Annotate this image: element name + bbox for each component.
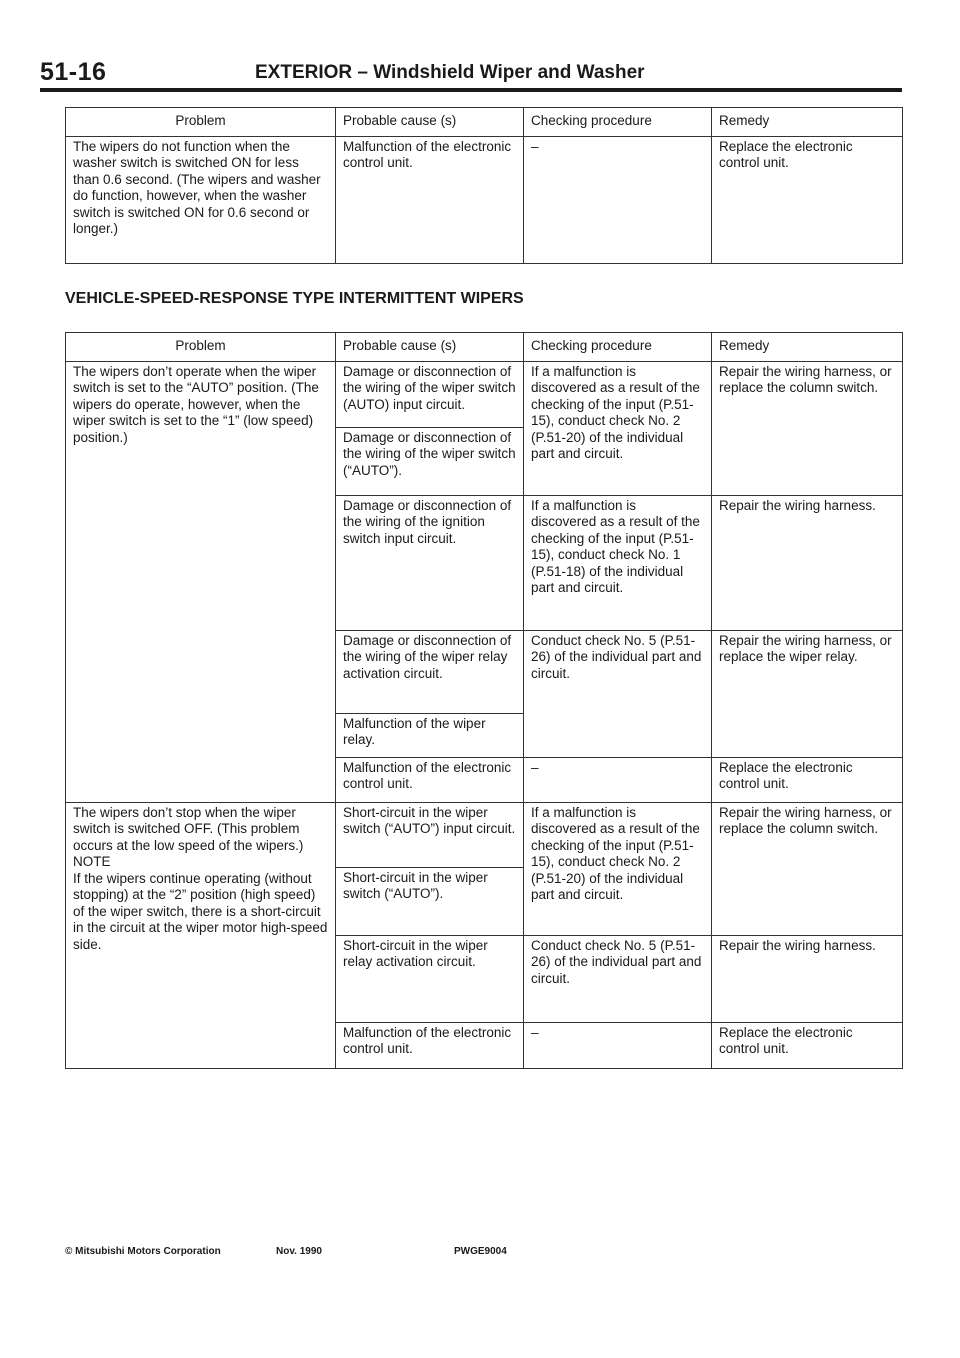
remedy-cell: Repair the wiring harness, or replace the column switch. (712, 361, 903, 495)
note-label: NOTE (73, 854, 111, 869)
problem-cell (66, 802, 336, 1068)
cause-cell: Malfunction of the wiper relay. (336, 713, 524, 757)
cause-cell: Malfunction of the electronic control unit. (336, 1022, 524, 1068)
problem-cell: The wipers do not function when the washer switch is switched ON for less than 0.6 second. (The wipers and washer do function, however, when the washer switch is switched ON for 0.6 second or longer.) (66, 136, 336, 263)
cause-cell: Damage or disconnection of the wiring of the wiper switch (“AUTO”). (336, 427, 524, 495)
header-problem: Problem (66, 333, 336, 362)
problem-cell: The wipers don’t operate when the wiper switch is set to the “AUTO” position. (The wipers do operate, however, when the wiper switch is set to the “1” (low speed) position.) (66, 361, 336, 802)
remedy-cell: Replace the electronic control unit. (712, 757, 903, 802)
check-cell: If a malfunction is discovered as a result of the checking of the input (P.51-15), conduct check No. 2 (P.51-20) of the individual part and circuit. (524, 802, 712, 935)
troubleshooting-table-washer (65, 107, 903, 264)
cause-cell: Short-circuit in the wiper relay activation circuit. (336, 935, 524, 1022)
cause-cell: Malfunction of the electronic control unit. (336, 136, 524, 263)
cause-cell: Short-circuit in the wiper switch (“AUTO”). (336, 867, 524, 935)
table-row (66, 361, 903, 427)
table-row (66, 802, 903, 867)
cause-cell: Malfunction of the electronic control unit. (336, 757, 524, 802)
header-rule (40, 88, 902, 92)
footer-date: Nov. 1990 (276, 1246, 322, 1257)
remedy-cell: Repair the wiring harness. (712, 935, 903, 1022)
header-remedy: Remedy (712, 108, 903, 137)
table-header-row (66, 333, 903, 362)
remedy-cell: Repair the wiring harness, or replace the column switch. (712, 802, 903, 935)
footer-copyright: © Mitsubishi Motors Corporation (65, 1246, 221, 1257)
cause-cell: Damage or disconnection of the wiring of the wiper relay activation circuit. (336, 630, 524, 713)
page-title: EXTERIOR – Windshield Wiper and Washer (255, 62, 645, 83)
remedy-cell: Replace the electronic control unit. (712, 1022, 903, 1068)
troubleshooting-table-intermittent-wipers (65, 332, 903, 1069)
check-cell: Conduct check No. 5 (P.51-26) of the individual part and circuit. (524, 935, 712, 1022)
header-checking-procedure: Checking procedure (524, 333, 712, 362)
problem-text: The wipers don’t stop when the wiper switch is switched OFF. (This problem occurs at the low speed of the wipers.) (73, 804, 304, 853)
header-probable-cause: Probable cause (s) (336, 108, 524, 137)
header-problem: Problem (66, 108, 336, 137)
footer-code: PWGE9004 (454, 1246, 507, 1257)
table-row (66, 136, 903, 263)
check-cell: – (524, 757, 712, 802)
header-probable-cause: Probable cause (s) (336, 333, 524, 362)
check-cell: – (524, 136, 712, 263)
note-text: If the wipers continue operating (without stopping) at the “2” position (high speed) of the wiper switch, there is a short-circuit in the circuit at the wiper motor high-speed side. (73, 870, 328, 952)
check-cell: Conduct check No. 5 (P.51-26) of the individual part and circuit. (524, 630, 712, 757)
remedy-cell: Repair the wiring harness, or replace the wiper relay. (712, 630, 903, 757)
page-number: 51-16 (40, 58, 107, 86)
header-remedy: Remedy (712, 333, 903, 362)
cause-cell: Short-circuit in the wiper switch (“AUTO”) input circuit. (336, 802, 524, 867)
remedy-cell: Replace the electronic control unit. (712, 136, 903, 263)
header-checking-procedure: Checking procedure (524, 108, 712, 137)
cause-cell: Damage or disconnection of the wiring of the ignition switch input circuit. (336, 495, 524, 630)
section-heading: VEHICLE-SPEED-RESPONSE TYPE INTERMITTENT WIPERS (65, 290, 524, 307)
check-cell: – (524, 1022, 712, 1068)
remedy-cell: Repair the wiring harness. (712, 495, 903, 630)
check-cell: If a malfunction is discovered as a result of the checking of the input (P.51-15), conduct check No. 2 (P.51-20) of the individual part and circuit. (524, 361, 712, 495)
cause-cell: Damage or disconnection of the wiring of the wiper switch (AUTO) input circuit. (336, 361, 524, 427)
table-header-row (66, 108, 903, 137)
check-cell: If a malfunction is discovered as a result of the checking of the input (P.51-15), conduct check No. 1 (P.51-18) of the individual part and circuit. (524, 495, 712, 630)
